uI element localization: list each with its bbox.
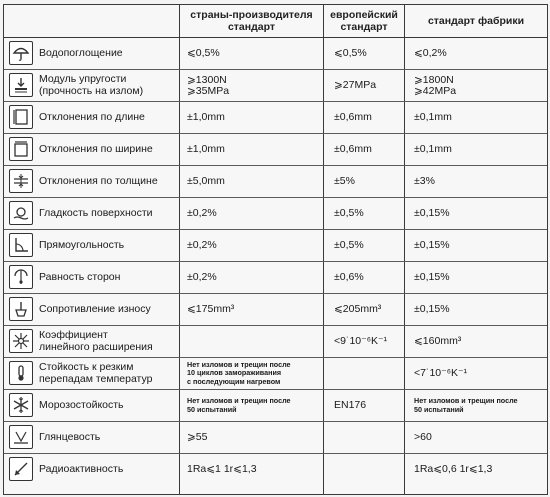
factory-standard-value: ±3% (414, 175, 435, 187)
european-standard-value: <9˙10⁻⁶K⁻¹ (334, 335, 388, 347)
table-row (4, 454, 547, 485)
property-name: Прямоугольность (39, 238, 125, 251)
factory-standard-value: <7˙10⁻⁶K⁻¹ (414, 367, 468, 379)
snowflake-icon (9, 393, 33, 417)
factory-standard-value: ⩽160mm³ (414, 335, 462, 347)
factory-standard-value: ±0,15% (414, 271, 450, 283)
property-name: Гладкость поверхности (39, 206, 153, 219)
country-standard-value: ⩽175mm³ (187, 303, 235, 315)
factory-standard-value: ⩾1800N ⩾42MPa (414, 73, 457, 97)
country-standard-value: Нет изломов и трещин после 50 испытаний (187, 396, 291, 414)
european-standard-value: EN176 (334, 399, 367, 411)
surface-icon (9, 201, 33, 225)
property-name: Отклонения по ширине (39, 142, 153, 155)
tile-length-icon (9, 105, 33, 129)
table-header (4, 5, 547, 38)
property-name: Отклонения по толщине (39, 174, 158, 187)
european-standard-value: ±0,5% (334, 239, 364, 251)
table-row (4, 38, 547, 70)
table-row (4, 102, 547, 134)
property-name: Водопоглощение (39, 46, 123, 59)
header-country-standard: страны-производителя стандарт (190, 9, 313, 33)
table-row (4, 390, 547, 422)
country-standard-value: ±0,2% (187, 207, 217, 219)
country-standard-value: ±1,0mm (187, 111, 225, 123)
table-row (4, 198, 547, 230)
table-row (4, 166, 547, 198)
table-row (4, 262, 547, 294)
table-row (4, 422, 547, 454)
property-name: Сопротивление износу (39, 302, 151, 315)
property-name: Модуль упругости (прочность на излом) (39, 73, 144, 97)
property-name: Равность сторон (39, 270, 121, 283)
property-name: Морозостойкость (39, 398, 124, 411)
factory-standard-value: ±0,1mm (414, 143, 452, 155)
country-standard-value: ±5,0mm (187, 175, 225, 187)
factory-standard-value: ⩽0,2% (414, 47, 447, 59)
factory-standard-value: ±0,15% (414, 207, 450, 219)
factory-standard-value: ±0,15% (414, 239, 450, 251)
property-name: Отклонения по длине (39, 110, 145, 123)
spec-table (3, 4, 548, 495)
country-standard-value: ⩾55 (187, 431, 208, 443)
country-standard-value: Нет изломов и трещин после 10 циклов замораживания с последующим нагревом (187, 360, 291, 386)
country-standard-value (187, 326, 312, 357)
country-standard-value: ±0,2% (187, 271, 217, 283)
table-row (4, 294, 547, 326)
property-name: Стойкость к резким перепадам температур (39, 361, 153, 385)
expansion-icon (9, 329, 33, 353)
country-standard-value: ⩽0,5% (187, 47, 220, 59)
table-row (4, 326, 547, 358)
factory-standard-value: Нет изломов и трещин после 50 испытаний (414, 396, 518, 414)
factory-standard-value: ±0,15% (414, 303, 450, 315)
thickness-icon (9, 169, 33, 193)
angle-icon (9, 233, 33, 257)
european-standard-value: ⩽0,5% (334, 47, 367, 59)
umbrella-icon (9, 41, 33, 65)
table-row (4, 230, 547, 262)
european-standard-value: ±5% (334, 175, 355, 187)
table-row (4, 134, 547, 166)
country-standard-value: ⩾1300N ⩾35MPa (187, 73, 230, 97)
property-name: Коэффициент линейного расширения (39, 329, 153, 353)
european-standard-value: ±0,6% (334, 271, 364, 283)
country-standard-value: ±0,2% (187, 239, 217, 251)
european-standard-value: ±0,6mm (334, 143, 372, 155)
european-standard-value (334, 358, 404, 389)
table-row (4, 358, 547, 390)
factory-standard-value: >60 (414, 431, 432, 443)
weight-icon (9, 73, 33, 97)
flatness-icon (9, 265, 33, 289)
country-standard-value: 1Ra⩽1 1r⩽1,3 (187, 463, 257, 475)
european-standard-value (334, 454, 404, 485)
thermo-icon (9, 361, 33, 385)
european-standard-value: ±0,6mm (334, 111, 372, 123)
factory-standard-value: 1Ra⩽0,6 1r⩽1,3 (414, 463, 493, 475)
european-standard-value: ±0,5% (334, 207, 364, 219)
table-row (4, 70, 547, 102)
factory-standard-value: ±0,1mm (414, 111, 452, 123)
property-name: Радиоактивность (39, 462, 124, 475)
tile-width-icon (9, 137, 33, 161)
property-name: Глянцевость (39, 430, 101, 443)
european-standard-value: ⩽205mm³ (334, 303, 382, 315)
country-standard-value: ±1,0mm (187, 143, 225, 155)
wear-icon (9, 297, 33, 321)
header-factory-standard: стандарт фабрики (427, 15, 525, 27)
european-standard-value: ⩾27MPa (334, 79, 377, 91)
radiation-icon (9, 457, 33, 481)
header-european-standard: европейский стандарт (330, 9, 398, 33)
gloss-icon (9, 425, 33, 449)
european-standard-value (334, 422, 404, 453)
